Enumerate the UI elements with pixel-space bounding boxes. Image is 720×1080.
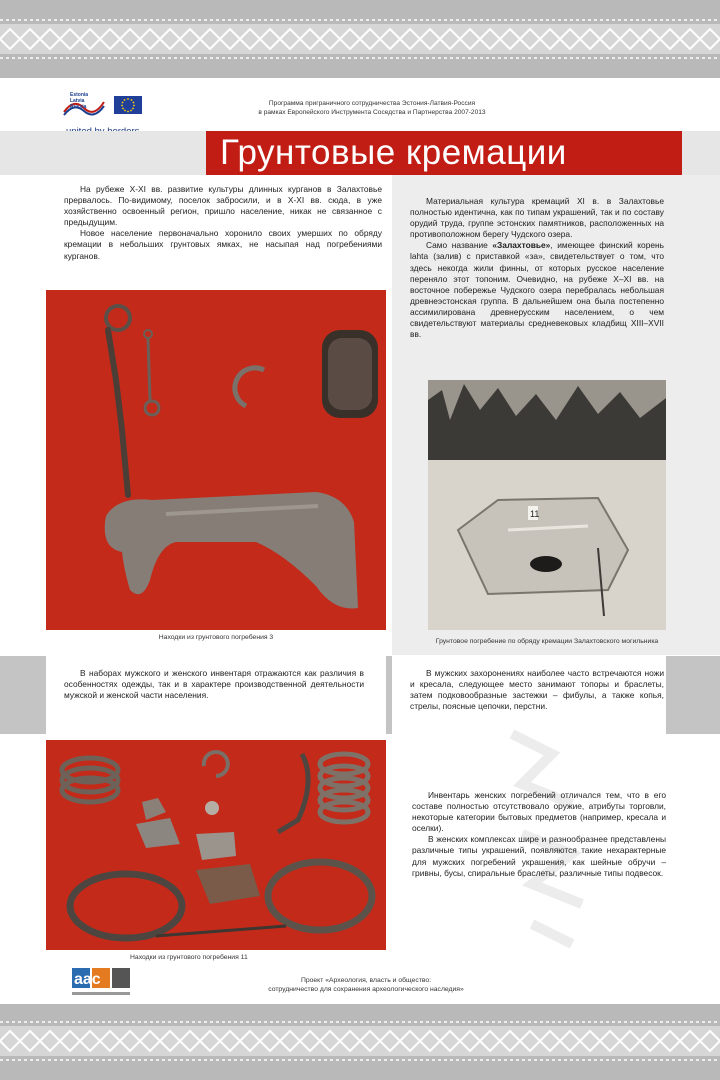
footer-line-2: сотрудничество для сохранения археологического наследия» <box>268 986 464 993</box>
bead-object <box>205 801 219 815</box>
left-intro-p2: Новое население первоначально хоронило своих умерших по обряду кремации в небольших грунтовых ямках, не насыпая над погребениями курганов. <box>64 228 382 261</box>
female-burials-text <box>412 790 666 879</box>
right-intro-p2-post: , имеющее финский корень lahta (залив) с приставкой «за», свидетельствует о том, что здесь некогда жили финны, от которых русское население переняло этот топоним. Очевидно, на рубеже X–XI вв. на восточное побережье Чудского озера перебралась небольшая древнеэстонская группа. В дальнейшем она была постепенно ассимилирована древнерусским населением, о чем свидетельствуют материалы средневековых кладбищ XIII–XVII вв. <box>410 240 664 340</box>
eu-flag-icon <box>114 96 142 114</box>
zalakhtovye-term: «Залахтовье» <box>492 240 551 251</box>
photo-marker-label: 11 <box>530 509 540 519</box>
program-line-1: Программа приграничного сотрудничества Эстония-Латвия-Россия <box>268 100 476 107</box>
aac-project-logo <box>72 966 138 1000</box>
middle-right-text <box>410 668 664 712</box>
top-ornament-band <box>0 0 720 78</box>
country-russia: Russia <box>70 104 87 110</box>
photo-1-caption: Находки из грунтового погребения 3 <box>158 634 274 641</box>
finds-burial-3-photo <box>46 290 386 630</box>
left-intro-text <box>64 184 382 262</box>
female-burials-p2: В женских комплексах шире и разнообразнее представлены различные типы украшений, появляются такие нехарактерные для мужских погребений украшения, как шейные обручи – гривны, бусы, спиральные браслеты, различные типы подвесок. <box>412 834 666 878</box>
photo-2-caption: Грунтовое погребение по обряду кремации Залахтовского могильника <box>435 638 659 645</box>
middle-left-paragraph: В наборах мужского и женского инвентаря отражаются как различия в особенностях одежды, так и в характере производственной деятельности мужской и женской части населения. <box>64 668 364 701</box>
footer-line-1: Проект «Археология, власть и общество: <box>300 977 432 984</box>
pendant-object <box>196 832 236 860</box>
program-line-2: в рамках Европейского Инструмента Соседства и Партнерства 2007-2013 <box>258 109 486 116</box>
finds-burial-11-photo <box>46 740 386 950</box>
right-intro-p2-pre: Само название <box>426 240 493 251</box>
country-latvia: Latvia <box>70 98 85 104</box>
right-intro-p2 <box>410 240 664 340</box>
country-estonia: Estonia <box>70 92 89 98</box>
ring-object <box>322 330 378 418</box>
middle-right-paragraph: В мужских захоронениях наиболее часто встречаются ножи и кресала, следующее место занимают топоры и браслеты, затем подковообразные застежки – фибулы, а также копья, стрелы, поясные цепочки, перстни. <box>410 668 664 712</box>
title-banner <box>206 131 682 175</box>
female-burials-p1: Инвентарь женских погребений отличался тем, что в его составе полностью отсутствовало оружие, атрибуты торговли, некоторые категории бытовых предметов (например, кресала и оселки). <box>412 790 666 834</box>
title-gray-right <box>682 131 720 175</box>
middle-left-text <box>64 668 364 701</box>
title-gray-strip <box>0 131 206 175</box>
excavation-photo <box>428 380 666 630</box>
page-title: Грунтовые кремации <box>220 133 567 172</box>
left-intro-p1: На рубеже X-XI вв. развитие культуры длинных курганов в Залахтовье прервалось. По-видимому, поселок забросили, и в X-XI вв. сюда, в уже хозяйственно освоенный регион, пришло население, никак не связанное с предыдущим. <box>64 184 382 228</box>
photo-3-caption: Находки из грунтового погребения 11 <box>130 954 248 961</box>
logo-countries <box>70 92 88 110</box>
right-intro-text <box>410 196 664 340</box>
project-footer-text <box>236 976 496 994</box>
bottom-ornament-band <box>0 1004 720 1080</box>
aac-logo-text: aac <box>74 971 101 988</box>
right-intro-p1: Материальная культура кремаций XI в. в Залахтовье полностью идентична, как по типам украшений, так и по составу орудий труда, группе эстонских памятников, расположенных на противоположном берегу Чудского озера. <box>410 196 664 240</box>
program-text <box>222 99 522 117</box>
